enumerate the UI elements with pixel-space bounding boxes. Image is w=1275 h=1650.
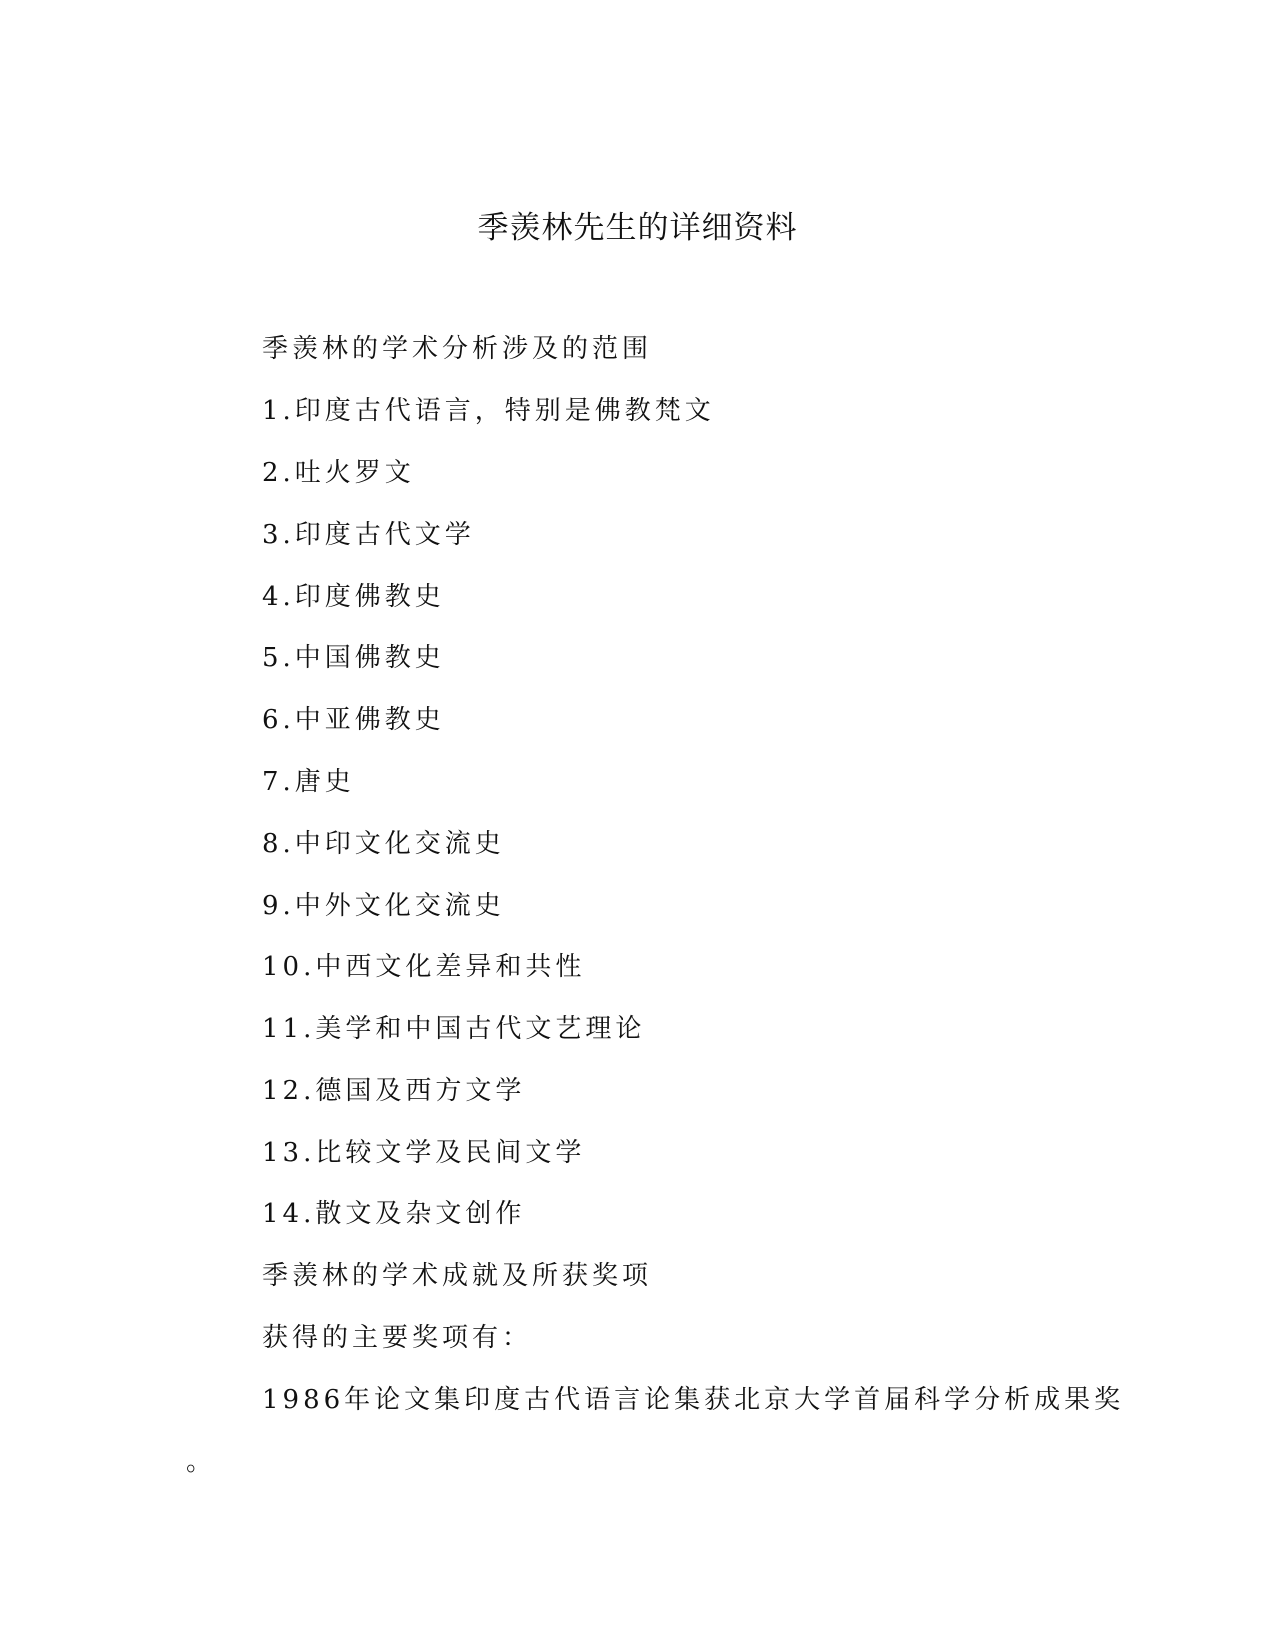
awards-intro: 获得的主要奖项有： <box>262 1323 533 1353</box>
list-item: 9.中外文化交流史 <box>262 891 505 921</box>
wrapped-punctuation: 。 <box>186 1447 213 1477</box>
list-item: 5.中国佛教史 <box>262 643 445 673</box>
list-item: 4.印度佛教史 <box>262 582 445 612</box>
list-item: 7.唐史 <box>262 767 355 797</box>
list-item: 12.德国及西方文学 <box>262 1076 526 1106</box>
page-title: 季羡林先生的详细资料 <box>477 210 798 246</box>
list-item: 6.中亚佛教史 <box>262 705 445 735</box>
list-item: 11.美学和中国古代文艺理论 <box>262 1014 646 1044</box>
list-item: 1.印度古代语言，特别是佛教梵文 <box>262 396 715 426</box>
list-item: 10.中西文化差异和共性 <box>262 952 586 982</box>
list-item: 2.吐火罗文 <box>262 458 415 488</box>
section-heading-research-scope: 季羡林的学术分析涉及的范围 <box>262 334 653 364</box>
list-item: 13.比较文学及民间文学 <box>262 1138 586 1168</box>
list-item: 8.中印文化交流史 <box>262 829 505 859</box>
list-item: 14.散文及杂文创作 <box>262 1199 526 1229</box>
list-item: 3.印度古代文学 <box>262 520 475 550</box>
section-heading-achievements: 季羡林的学术成就及所获奖项 <box>262 1261 653 1291</box>
award-item: 1986年论文集印度古代语言论集获北京大学首届科学分析成果奖 <box>262 1385 1125 1415</box>
